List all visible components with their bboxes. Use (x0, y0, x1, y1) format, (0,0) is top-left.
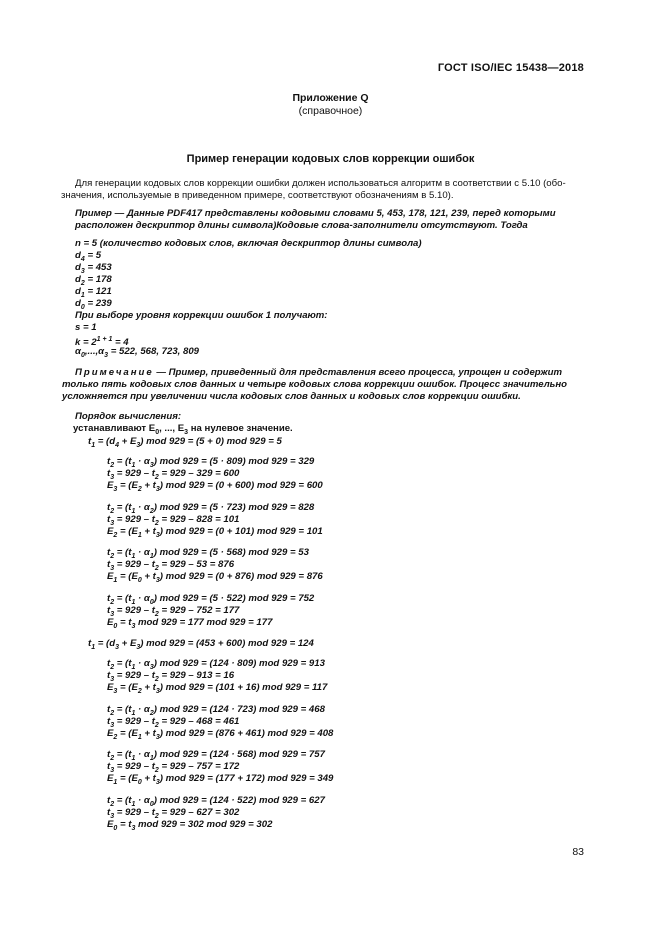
calc-group (107, 593, 314, 629)
calc-line: $t_2 = (t_1 \cdot \alpha_0)$ mod 929 = (124 · 522) mod 929 = 627 (107, 794, 325, 808)
calc-group (107, 456, 323, 492)
calc-line: $E_0 = t_3$ mod 929 = 177 mod 929 = 177 (107, 616, 273, 630)
document-header: ГОСТ ISO/IEC 15438—2018 (437, 62, 584, 74)
calc-line: $t_2 = (t_1 \cdot \alpha_3)$ mod 929 = (5 · 809) mod 929 = 329 (107, 456, 315, 469)
given-values (75, 238, 422, 358)
calc-line: $t_3 = 929 - t_2 = 929 - 757 = 172$ (107, 761, 240, 774)
given-line: $d_4 = 5$ (75, 250, 102, 263)
calc-t1 (88, 638, 314, 650)
given-line: n = 5 (количество кодовых слов, включая дескриптор длины символа) (75, 238, 422, 249)
procedure-heading: Порядок вычисления: (75, 411, 182, 422)
t1-line: $t_1 = (d_3 + E_3)$ mod 929 = (453 + 600) mod 929 = 124 (88, 638, 314, 651)
example-line: расположен дескриптор длины символа)Кодовые слова-заполнители отсутствуют. Тогда (75, 220, 528, 231)
calc-line: $E_1 = (E_0 + t_3)$ mod 929 = (0 + 876) mod 929 = 876 (107, 571, 323, 584)
given-line: s = 1 (75, 322, 97, 333)
calc-group (107, 749, 333, 785)
calc-group (107, 502, 323, 538)
calc-line: $t_3 = 929 - t_2 = 929 - 913 = 16$ (107, 670, 235, 683)
calc-line: $t_2 = (t_1 \cdot \alpha_2)$ mod 929 = (124 · 723) mod 929 = 468 (107, 703, 325, 717)
calc-line: $t_3 = 929 - t_2 = 929 - 329 = 600$ (107, 468, 240, 481)
calc-line: $t_2 = (t_1 \cdot \alpha_2)$ mod 929 = (5 · 723) mod 929 = 828 (107, 501, 315, 515)
given-line: $d_1 = 121$ (75, 286, 112, 299)
calc-line: $t_2 = (t_1 \cdot \alpha_1)$ mod 929 = (124 · 568) mod 929 = 757 (107, 749, 325, 762)
note-line: Примечание — Пример, приведенный для представления всего процесса, упрощен и содержит (75, 367, 562, 378)
calc-line: $t_3 = 929 - t_2 = 929 - 828 = 101$ (107, 513, 240, 527)
intro-line: Для генерации кодовых слов коррекции ошибки должен использоваться алгоритм в соответствии с 5.10 (обо- (75, 178, 566, 189)
example-paragraph (75, 208, 590, 232)
note-line: только пять кодовых слов данных и четыре кодовых слова коррекции ошибок. Процесс значительно (62, 379, 568, 390)
calc-line: $t_3 = 929 - t_2 = 929 - 468 = 461$ (107, 715, 240, 729)
calc-group (107, 547, 323, 583)
given-line: $d_3 = 453$ (75, 262, 112, 275)
calc-line: $t_3 = 929 - t_2 = 929 - 627 = 302$ (107, 806, 240, 820)
calc-group (107, 795, 325, 831)
calc-line: $t_2 = (t_1 \cdot \alpha_1)$ mod 929 = (5 · 568) mod 929 = 53 (107, 547, 309, 560)
given-line: $d_0 = 239$ (75, 298, 112, 311)
intro-line: значения, используемые в приведенном примере, соответствуют обозначениям в 5.10). (61, 190, 454, 201)
calc-line: $E_2 = (E_1 + t_3)$ mod 929 = (876 + 461) mod 929 = 408 (107, 727, 334, 741)
given-line: $d_2 = 178$ (75, 274, 112, 287)
intro-paragraph (61, 178, 585, 202)
calc-t1 (88, 436, 282, 448)
calc-line: $E_1 = (E_0 + t_3)$ mod 929 = (177 + 172) mod 929 = 349 (107, 773, 334, 786)
appendix-subtitle: (справочное) (298, 105, 363, 117)
calc-line: $t_2 = (t_1 \cdot \alpha_0)$ mod 929 = (5 · 522) mod 929 = 752 (107, 592, 315, 606)
given-line: $k = 2^{1 + 1} = 4$ (75, 336, 129, 349)
calc-line: $t_2 = (t_1 \cdot \alpha_3)$ mod 929 = (124 · 809) mod 929 = 913 (107, 658, 325, 671)
calc-line: $E_2 = (E_1 + t_3)$ mod 929 = (0 + 101) mod 929 = 101 (107, 525, 323, 539)
calc-line: $t_3 = 929 - t_2 = 929 - 53 = 876$ (107, 559, 235, 572)
given-line: $\alpha_0,...,\alpha_3 = 522$, 568, 723, 809 (75, 346, 200, 359)
calc-line: $E_3 = (E_2 + t_3)$ mod 929 = (101 + 16) mod 929 = 117 (107, 682, 328, 695)
page-number: 83 (572, 846, 584, 858)
appendix-title: Приложение Q (292, 92, 369, 104)
note-paragraph (62, 367, 577, 403)
example-line: Пример — Данные PDF417 представлены кодовыми словами 5, 453, 178, 121, 239, перед которыми (75, 208, 556, 219)
procedure-intro (75, 411, 293, 435)
calc-line: $E_0 = t_3$ mod 929 = 302 mod 929 = 302 (107, 818, 273, 832)
section-title: Пример генерации кодовых слов коррекции ошибок (186, 153, 475, 165)
note-line: усложняется при увеличении числа кодовых слов данных и кодовых слов коррекции ошибки. (62, 391, 521, 402)
t1-line: $t_1 = (d_4 + E_3)$ mod 929 = (5 + 0) mod 929 = 5 (88, 436, 282, 449)
procedure-init: устанавливают $E_0$, ..., $E_3$ на нулевое значение. (73, 423, 293, 436)
calc-line: $t_3 = 929 - t_2 = 929 - 752 = 177$ (107, 604, 240, 618)
calc-group (107, 658, 327, 694)
calc-line: $E_3 = (E_2 + t_3)$ mod 929 = (0 + 600) mod 929 = 600 (107, 480, 323, 493)
calc-group (107, 704, 333, 740)
given-line: При выборе уровня коррекции ошибок 1 получают: (75, 310, 328, 321)
